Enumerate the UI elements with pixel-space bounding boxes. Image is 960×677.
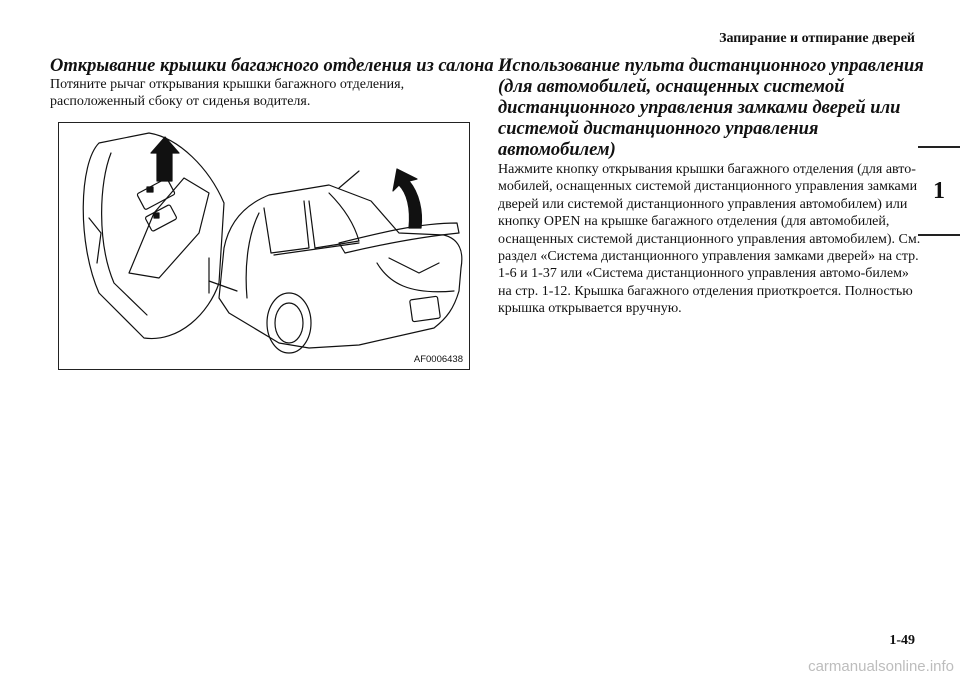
trunk-figure <box>58 122 470 370</box>
figure-code: AF0006438 <box>413 354 463 365</box>
car-body <box>219 171 462 353</box>
arrow-up-icon <box>393 169 422 228</box>
right-column <box>498 56 924 318</box>
left-column <box>50 56 494 111</box>
lever-icon <box>83 133 224 339</box>
chapter-tab: 1 <box>918 146 960 236</box>
car-illustration <box>59 123 469 369</box>
left-paragraph: Потяните рычаг открывания крышки багажного отделения, расположенный сбоку от сиденья водителя. <box>50 77 405 110</box>
left-heading: Открывание крышки багажного отделения из салона <box>50 56 494 76</box>
watermark: carmanualsonline.info <box>808 658 954 675</box>
section-title: Запирание и отпирание дверей <box>719 31 915 46</box>
right-paragraph: Нажмите кнопку открывания крышки багажного отделения (для авто-мобилей, оснащенных системой дистанционного управления замками дверей или системой дистанционного управления автомобилем) или кнопку OPEN на крышке багажного отделения (для автомобилей, оснащенных системой дистанционного управления автомобилем). См. раздел «Система дистанционного управления замками дверей» на стр. 1-6 и 1-37 или «Система дистанционного управления автомо-билем» на стр. 1-12. Крышка багажного отделения приоткроется. Полностью крышка открывается вручную. <box>498 162 921 317</box>
right-heading: Использование пульта дистанционного управления (для автомобилей, оснащенных системой дистанционного управления замками дверей или системой дистанционного управления автомобилем) <box>498 56 924 160</box>
page-number: 1-49 <box>889 633 915 648</box>
